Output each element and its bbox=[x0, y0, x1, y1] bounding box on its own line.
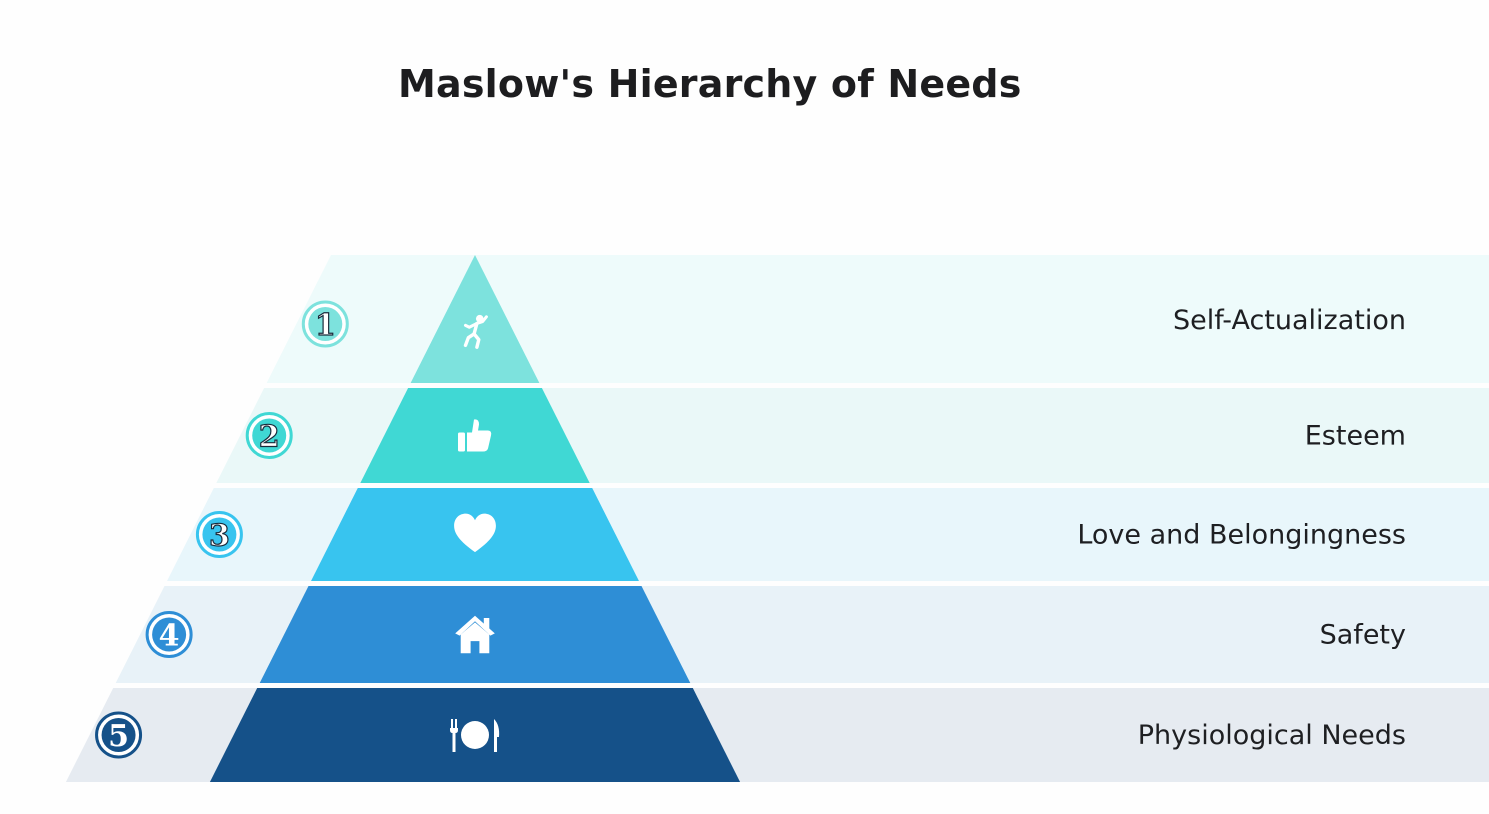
level-label-2: Esteem bbox=[1304, 420, 1406, 452]
number-badge-3 bbox=[197, 513, 241, 557]
level-label-3: Love and Belongingness bbox=[1077, 519, 1406, 551]
badge-number-5: 5 bbox=[108, 719, 129, 754]
level-label-1: Self-Actualization bbox=[1173, 305, 1406, 336]
level-label-4: Safety bbox=[1319, 619, 1406, 651]
badge-number-3: 3 bbox=[208, 518, 230, 554]
badge-number-2: 2 bbox=[258, 419, 280, 455]
number-badge-2 bbox=[247, 414, 291, 458]
number-badge-1 bbox=[303, 302, 347, 346]
diagram-title: Maslow's Hierarchy of Needs bbox=[398, 62, 1022, 106]
level-label-5: Physiological Needs bbox=[1137, 720, 1406, 751]
badge-number-4: 4 bbox=[158, 618, 180, 654]
number-badge-5 bbox=[97, 713, 141, 757]
number-badge-4 bbox=[147, 613, 191, 657]
badge-number-1: 1 bbox=[314, 308, 336, 343]
